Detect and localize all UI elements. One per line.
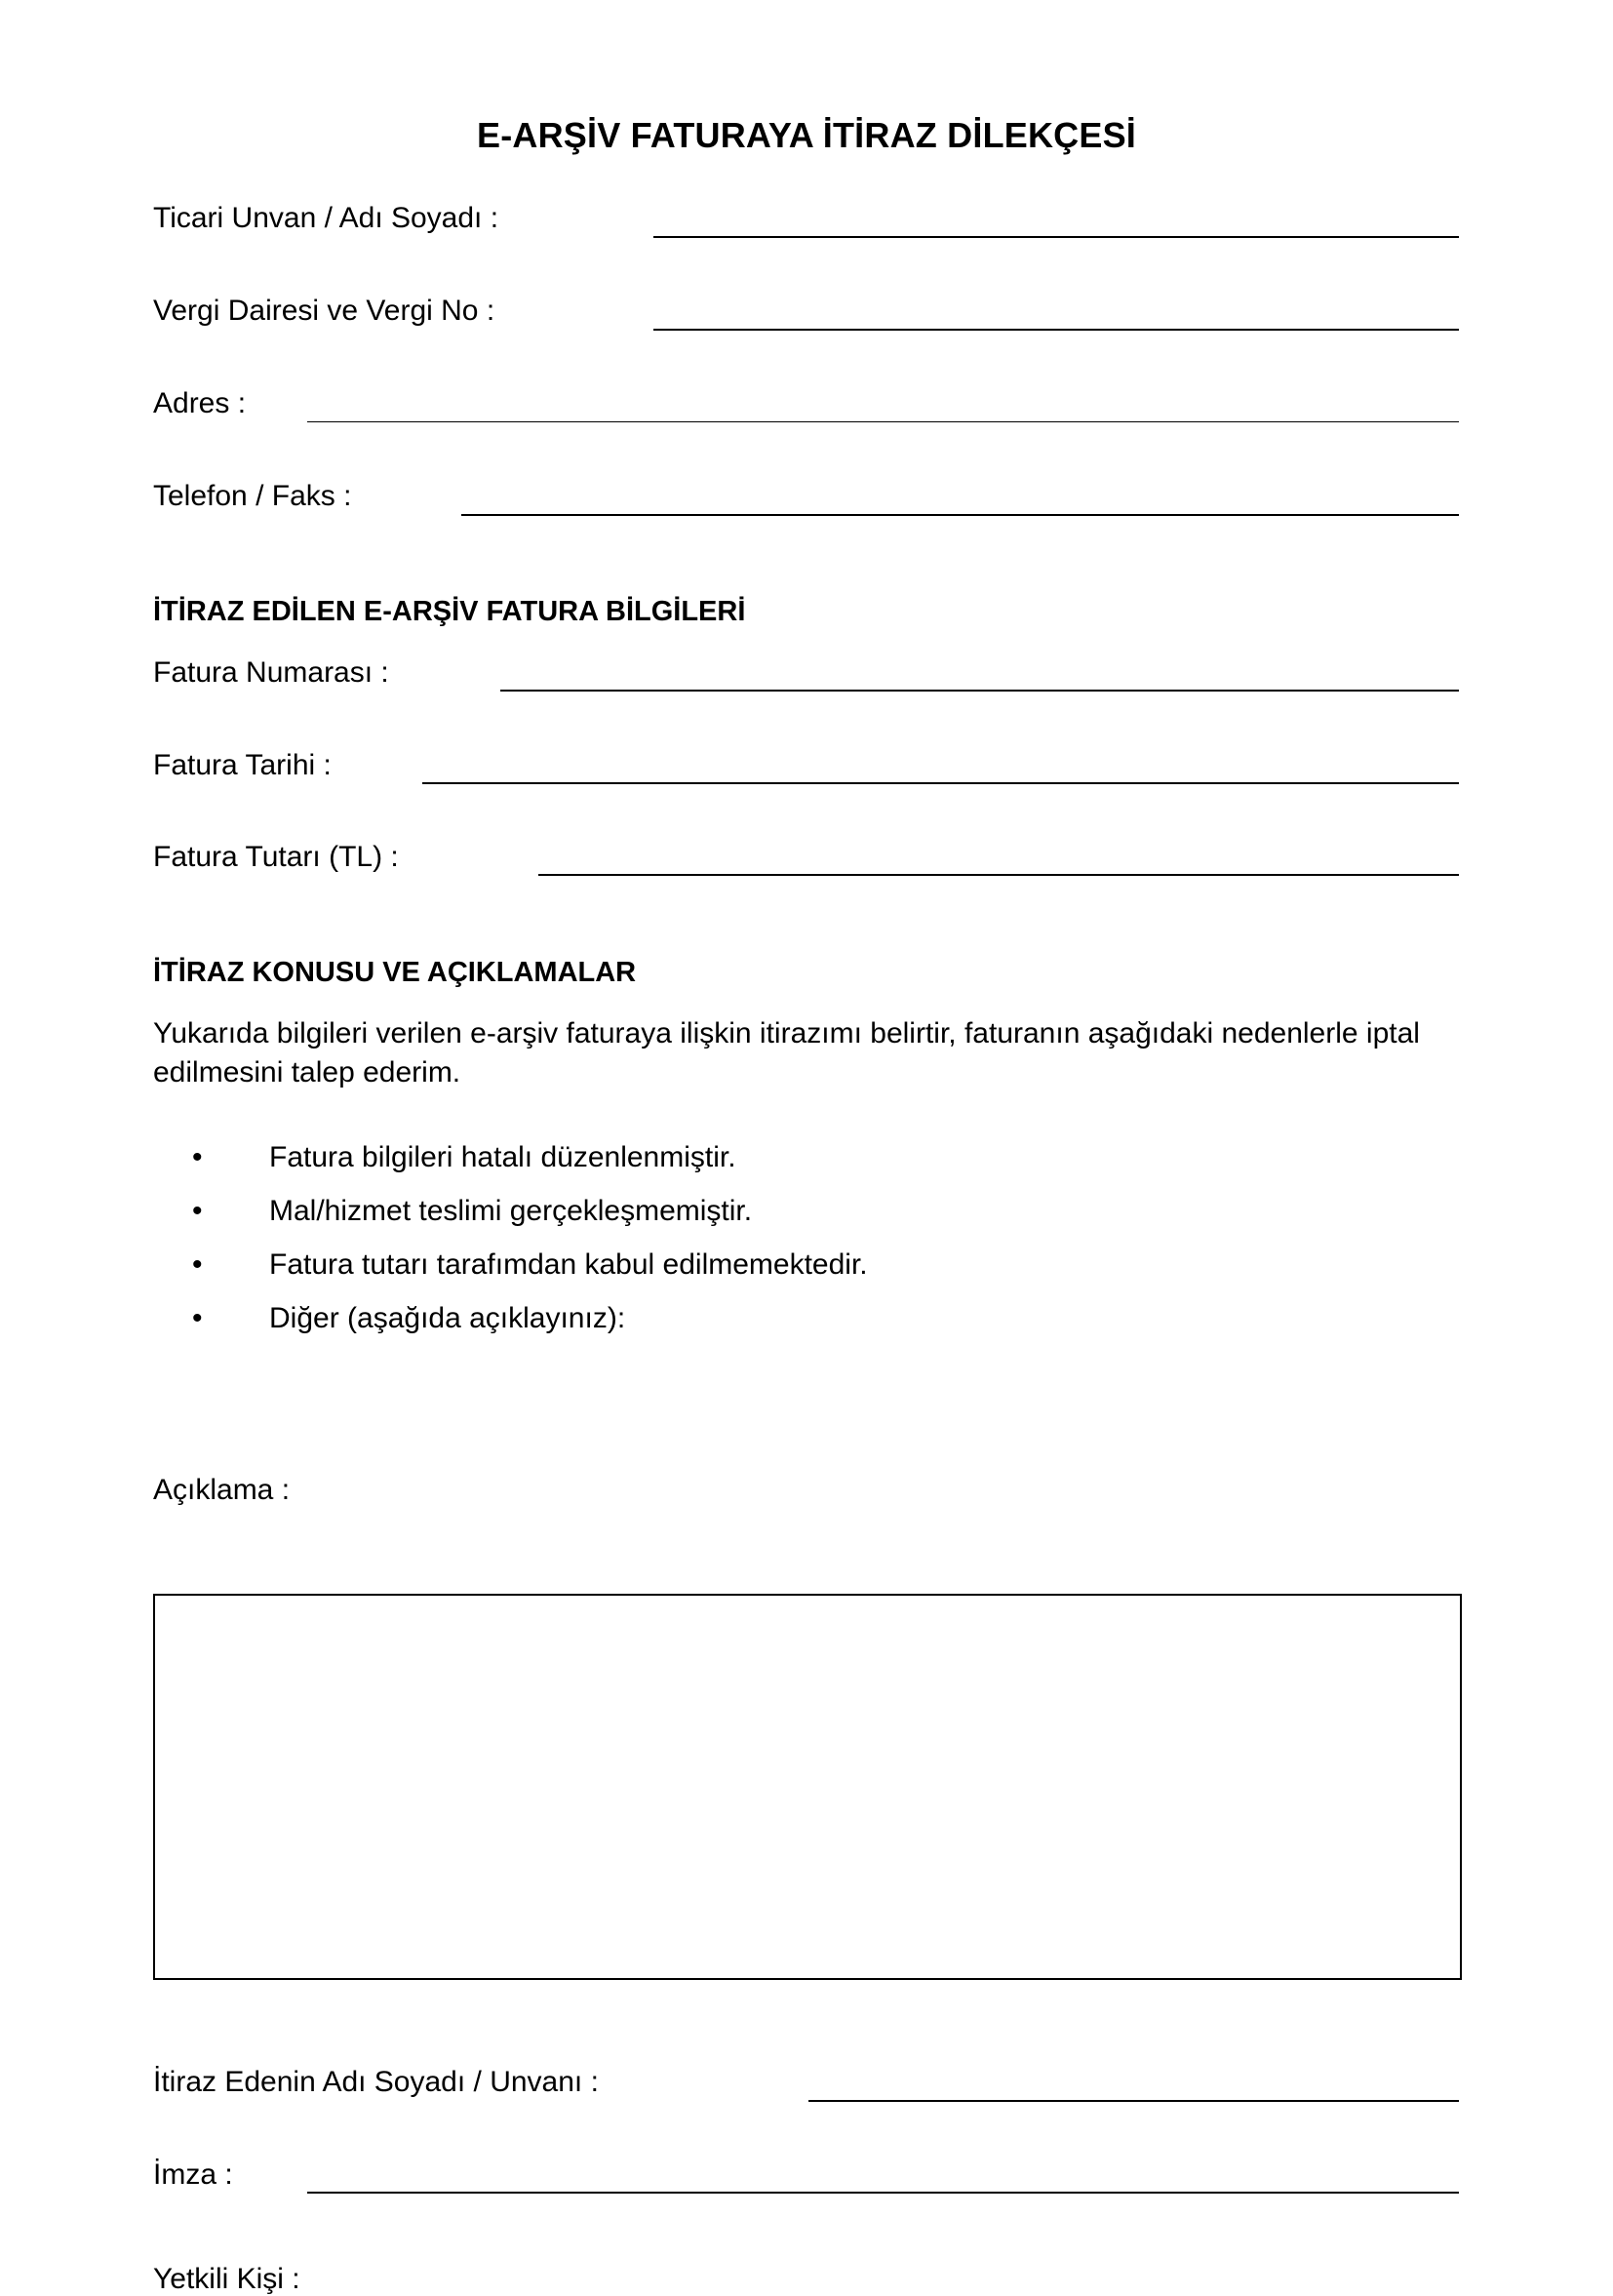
phone-field[interactable] [461,514,1459,516]
invoice-amount-label: Fatura Tutarı (TL) : [153,841,399,873]
reason-text: Mal/hizmet teslimi gerçekleşmemiştir. [269,1195,753,1227]
objector-name-field[interactable] [808,2100,1459,2102]
signature-field[interactable] [307,2192,1459,2194]
signature-label: İmza : [153,2158,233,2191]
document-title: E-ARŞİV FATURAYA İTİRAZ DİLEKÇESİ [476,115,1136,155]
bullet-icon: • [192,1141,203,1173]
tax-office-label: Vergi Dairesi ve Vergi No : [153,295,495,327]
bullet-icon: • [192,1248,203,1281]
address-field[interactable] [307,421,1459,422]
reason-text: Fatura bilgileri hatalı düzenlenmiştir. [269,1141,736,1173]
trade-name-label: Ticari Unvan / Adı Soyadı : [153,202,499,234]
objection-section-heading: İTİRAZ KONUSU VE AÇIKLAMALAR [153,957,637,988]
phone-label: Telefon / Faks : [153,480,352,512]
invoice-date-label: Fatura Tarihi : [153,749,332,781]
objector-name-label: İtiraz Edenin Adı Soyadı / Unvanı : [153,2066,599,2098]
trade-name-field[interactable] [653,236,1459,238]
objection-intro-text: Yukarıda bilgileri verilen e-arşiv faturaya ilişkin itirazımı belirtir, faturanın aşağıdaki nedenlerle iptal edilmesini talep ederim. [153,1017,1420,1089]
tax-office-field[interactable] [653,329,1459,331]
bullet-icon: • [192,1195,203,1227]
invoice-section-heading: İTİRAZ EDİLEN E-ARŞİV FATURA BİLGİLERİ [153,596,746,627]
authorized-person-label: Yetkili Kişi : [153,2263,300,2295]
invoice-date-field[interactable] [422,782,1459,784]
address-label: Adres : [153,387,247,419]
reason-text: Diğer (aşağıda açıklayınız): [269,1302,626,1334]
explanation-label: Açıklama : [153,1474,291,1506]
reason-text: Fatura tutarı tarafımdan kabul edilmemektedir. [269,1248,868,1281]
invoice-number-field[interactable] [500,690,1459,692]
explanation-textbox[interactable] [153,1594,1462,1980]
invoice-number-label: Fatura Numarası : [153,656,389,689]
bullet-icon: • [192,1302,203,1334]
invoice-amount-field[interactable] [538,874,1459,876]
